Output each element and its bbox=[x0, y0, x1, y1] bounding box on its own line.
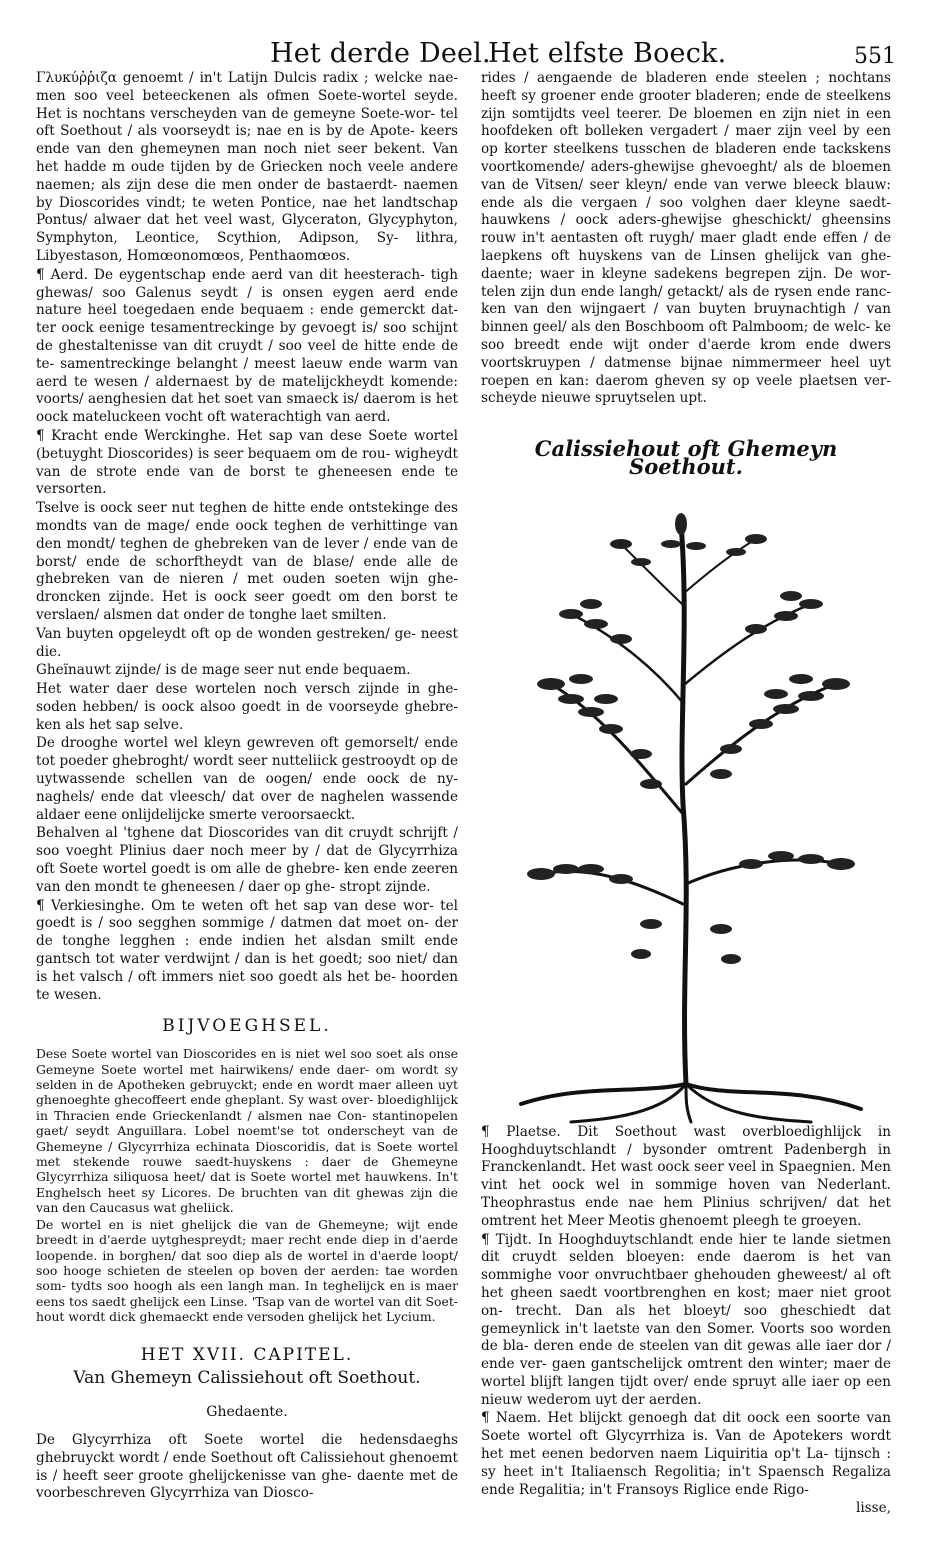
header-right-title: Het elfste Boeck. bbox=[488, 38, 727, 69]
left-column bbox=[36, 70, 458, 1504]
bijvoeghsel-text: Dese Soete wortel van Dioscorides en is niet wel soo soet als onse Gemeyne Soete wortel met hairwikens/ ende daer- om wordt sy selden in de Apotheken gebruyckt; ende en wordt maer alleen uyt ghenoeghte ghecoffeert ende gheplant. Sy wast over- bloedighlijck in Thracien ende Grieckenlandt / alsmen nae Con- stantinopelen gaet/ seydt Anguillara. Lobel noemt'se tot onderscheyt van de Ghemeyne / Glycyrrhiza echinata Dioscoridis, dat is Soete wortel met stekende rouwe saedt-huyskens : daer de Ghemeyne Glycyrrhiza siliquosa heet/ dat is Soete wortel met hauwkens. In't Enghelsch heet sy Licores. De bruchten van dit ghewas zijn die van den Caucasus wat gheliick. bbox=[36, 1046, 458, 1216]
left-paragraph: De drooghe wortel wel kleyn gewreven oft gemorselt/ ende tot poeder ghebroght/ wordt seer nutteliick gestrooydt op de uytwassende schellen van de oogen/ ende oock de ny- naghels/ ende dat vleesch/ dat over de naghelen wassende aldaer eene onlijdelijcke smerte veroorsaeckt. bbox=[36, 735, 458, 823]
left-paragraph: Γλυκύῤῥιζα genoemt / in't Latijn Dulcis radix ; welcke nae- men soo veel beteeckenen als ofmen Soete-wortel seyde. Het is nochtans verscheyden van de gemeyne Soete-wor- tel oft Soethout / als voorseydt is; nae en is by de Apote- keers ende van den ghemeynen man noch niet seer bekent. Van het hadde m oude tijden by de Griecken noch veele andere naemen; als zijn dese die men onder de bastaerdt- naemen by Dioscorides vindt; te weten Pontice, nae het landtschap Pontus/ alwaer dat het veel wast, Glyceraton, Glycyphyton, Symphyton, Leontice, Scythion, Adipson, Sy- lithra, Libyestason, Homœonomœos, Penthaomœos. bbox=[36, 70, 458, 264]
header-left-title: Het derde Deel. bbox=[270, 38, 491, 69]
right-paragraph: ¶ Tijdt. In Hooghduytschlandt ende hier te lande sietmen dit cruydt selden bloeyen: ende daerom is het van sommighe voor onvruchtbaer ghehouden gheweest/ al oft het gheen saedt voortbrenghen en kost; maer niet groot on- trecht. Dan als het bloeyt/ soo gheschiedt dat gemeynlick in't laetste van den Somer. Voorts soo worden de bla- deren ende de steelen van dit gewas alle iaer dor / ende ver- gaen gantschelijck omtrent den winter; maer de wortel blijft langen tijdt over/ ende spruyt alle iaer op een nieuw wederom uyt der aerden. bbox=[481, 1231, 891, 1408]
right-paragraph: rides / aengaende de bladeren ende steelen ; nochtans heeft sy groener ende grooter bladeren; ende de steelkens zijn somtijdts veel teerer. De bloemen en zijn niet in een hoofdeken oft bolleken vergadert / maer zijn veel by een op korter steelkens tusschen de bladeren ende tackskens voortkomende/ aders-ghewijse ghevoeght/ als de bloemen van de Vitsen/ seer kleyn/ ende van verwe bleeck blauw: ende als die vergaen / soo volghen daer kleyne saedt- hauwkens / oock aders-ghewijse gheschickt/ gheensins rouw in't aentasten oft ruygh/ maer gladt ende effen / de laepkens oft huyskens van de Linsen ghelijck van ghe- daente; waer in kleyne sadekens begrepen zijn. De wor- telen zijn dun ende langh/ getackt/ als de rysen ende ranc- ken van den wijngaert / van buyten bruynachtigh / van binnen geel/ als den Boschboom oft Palmboom; de welc- ke soo breedt ende wijt onder d'aerde krom ende dwers voortskruypen / datmense bijnae nimmermeer heel uyt roepen en kan: daerom gheven sy op veele plaetsen ver- scheyde nieuwe spruytselen upt. bbox=[481, 70, 891, 407]
right-paragraph: ¶ Plaetse. Dit Soethout wast overbloedighlijck in Hooghduytschlandt / bysonder omtrent Padenbergh in Franckenlandt. Het wast oock seer veel in Spaegnien. Men vint het oock wel in sommige hoven van Nederlant. Theophrastus ende nae hem Plinius schrijven/ dat het omtrent het Meer Meotis ghenoemt pleegh te groeyen. bbox=[481, 1123, 891, 1229]
licorice-plant-illustration bbox=[491, 484, 881, 1124]
left-paragraph: Tselve is oock seer nut teghen de hitte ende ontstekinge des mondts van de mage/ ende oock teghen de verhittinge van den mondt/ teghen de ghebreken van de lever / ende van de borst/ ende de schorftheydt van de blase/ ende alle de ghebreken van de nieren / met ouden soeten wijn ghe- droncken zijnde. Het is oock seer goedt om den borst te verslaen/ alsmen dat onder de tonghe laet smilten. bbox=[36, 500, 458, 623]
left-paragraph: ¶ Aerd. De eygentschap ende aerd van dit heesterach- tigh ghewas/ soo Galenus seydt / is onsen eygen aerd ende nature heel toegedaen ende bequaem : ende gemerckt dat- ter oock eenige tesamentreckinge by gevoegt is/ soo schijnt de ghestaltenisse van dit cruydt / soo veel de hitte ende de te- samentreckinge belanght / meest laeuw ende warm van aerd te wesen / aldernaest by de matelijckheydt komende: voorts/ aenghesien dat het soet van smaeck is/ daerom is het oock mateluckeen vocht oft waterachtigh van aerd. bbox=[36, 266, 458, 426]
bijvoeghsel-text: De wortel en is niet ghelijck die van de Ghemeyne; wijt ende breedt in d'aerde uytghespreydt; maer recht ende diep in d'aerde loopende. in borghen/ dat soo diep als de wortel in d'aerde loopt/ soo hooge schieten de steelen op boven der aerden: tae worden som- tydts soo hoogh als een langh man. In teghelijck en is maer eens tos saedt ghelijck een Linse. 'Tsap van de wortel van dit Soet- hout wordt dick ghemaeckt ende versoden ghelijck het Lycium. bbox=[36, 1216, 458, 1325]
left-paragraph: De Glycyrrhiza oft Soete wortel die hedensdaeghs ghebruyckt wordt / ende Soethout oft Calissiehout ghenoemt is / heeft seer groote ghelijckenisse van ghe- daente met de voorbeschreven Glycyrrhiza van Diosco- bbox=[36, 1431, 458, 1502]
catchword: lisse, bbox=[855, 1500, 891, 1517]
chapter-heading: HET XVII. CAPITEL. bbox=[140, 1344, 354, 1365]
left-paragraph: Behalven al 'tghene dat Dioscorides van dit cruydt schrijft / soo voeght Plinius daer noch meer by / dat de Glycyrrhiza oft Soete wortel goedt is om alle de ghebre- ken ende zeeren van den mondt te gheneesen / daer op ghe- stropt zijnde. bbox=[36, 825, 458, 895]
page-number: 551 bbox=[854, 44, 896, 69]
bijvoeghsel-heading: BIJVOEGHSEL. bbox=[162, 1016, 332, 1037]
left-paragraph: Gheïnauwt zijnde/ is de mage seer nut ende bequaem. bbox=[36, 662, 411, 679]
right-column bbox=[481, 70, 891, 1519]
left-paragraph: Van buyten opgeleydt oft op de wonden gestreken/ ge- neest die. bbox=[36, 625, 458, 660]
chapter-title: Van Ghemeyn Calissiehout oft Soethout. bbox=[73, 1368, 421, 1389]
figure-title: Calissiehout oft Ghemeyn Soethout. bbox=[534, 436, 838, 479]
left-paragraph: ¶ Kracht ende Werckinghe. Het sap van dese Soete wortel (betuyght Dioscorides) is seer bequaem om de rou- wigheydt van de strote ende van de borst te gheneesen ende te versorten. bbox=[36, 427, 458, 498]
left-paragraph: ¶ Verkiesinghe. Om te weten oft het sap van dese wor- tel goedt is / soo segghen sommige / datmen dat moet on- der de tonghe legghen : ende indien het alsdan smilt ende gantsch tot water verdwijnt / dan is het goedt; soo niet/ dan is het valsch / oft immers niet soo goedt als het be- hoorden te wesen. bbox=[36, 897, 458, 1003]
right-paragraph: ¶ Naem. Het blijckt genoegh dat dit oock een soorte van Soete wortel oft Glycyrrhiza is. Van de Apotekers wordt het met eenen bedorven naem Liquiritia op't La- tijnsch : sy heet in't Italiaensch Regolitia; in't Spaensch Regaliza ende Regalitia; in't Fransoys Riglice ende Rigo- bbox=[481, 1410, 891, 1498]
left-paragraph: Het water daer dese wortelen noch versch zijnde in ghe- soden hebben/ is oock alsoo goedt in de voorseyde ghebre- ken als het sap selve. bbox=[36, 681, 458, 733]
section-heading: Ghedaente. bbox=[206, 1404, 288, 1421]
